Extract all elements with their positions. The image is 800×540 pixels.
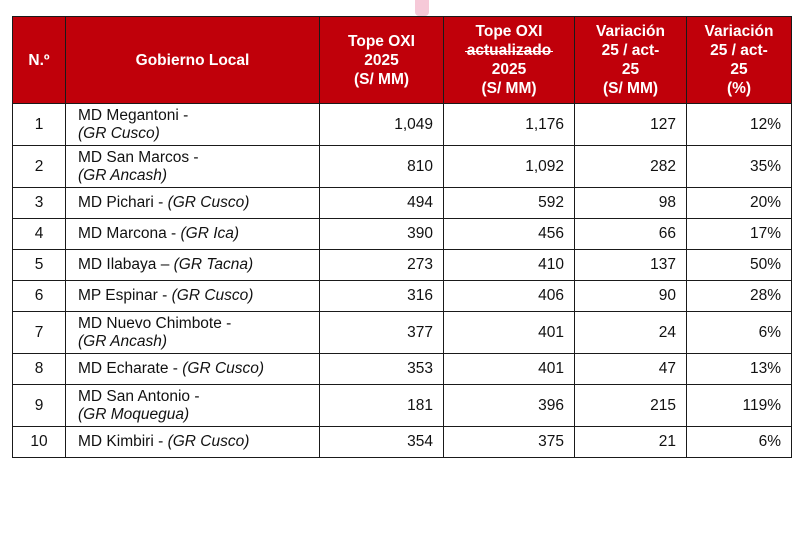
var-pct-value: 28% xyxy=(687,281,792,312)
header-tope-l3: (S/ MM) xyxy=(353,70,410,88)
table-row xyxy=(13,219,792,250)
header-var-mm-l4: (S/ MM) xyxy=(602,80,659,97)
row-number: 4 xyxy=(13,219,66,250)
tope-act-value: 375 xyxy=(444,427,575,458)
tope-act-value: 396 xyxy=(444,385,575,427)
var-mm-value: 137 xyxy=(575,250,687,281)
row-number: 7 xyxy=(13,312,66,354)
var-pct-value: 20% xyxy=(687,188,792,219)
name-text: MD Ilabaya – xyxy=(78,256,174,273)
tope-act-value: 401 xyxy=(444,354,575,385)
name-text: MD Pichari - xyxy=(78,194,168,211)
table-row xyxy=(13,146,792,188)
var-pct-value: 17% xyxy=(687,219,792,250)
table-row xyxy=(13,312,792,354)
tope-act-value: 406 xyxy=(444,281,575,312)
header-var-pct-l2: 25 / act- xyxy=(710,42,768,59)
var-pct-value: 13% xyxy=(687,354,792,385)
header-num: N.º xyxy=(13,17,66,104)
var-mm-value: 90 xyxy=(575,281,687,312)
header-var-pct xyxy=(687,17,792,104)
header-var-pct-l1: Variación xyxy=(704,23,774,40)
var-mm-value: 66 xyxy=(575,219,687,250)
region-text: (GR Moquegua) xyxy=(78,405,190,423)
region-text: (GR Cusco) xyxy=(182,360,265,377)
region-text: (GR Cusco) xyxy=(167,194,250,211)
region-text: (GR Cusco) xyxy=(78,124,160,142)
table-row xyxy=(13,104,792,146)
header-tope-l1: Tope OXI xyxy=(348,32,415,50)
region-text: (GR Ancash) xyxy=(78,332,168,350)
name-text: MD Nuevo Chimbote - xyxy=(78,314,232,332)
var-mm-value: 215 xyxy=(575,385,687,427)
header-var-pct-l3: 25 xyxy=(730,61,748,78)
table-row xyxy=(13,188,792,219)
var-mm-value: 127 xyxy=(575,104,687,146)
name-text: MD San Marcos - xyxy=(78,148,199,166)
row-number: 8 xyxy=(13,354,66,385)
var-pct-value: 50% xyxy=(687,250,792,281)
region-text: (GR Cusco) xyxy=(167,433,250,450)
region-text: (GR Tacna) xyxy=(173,256,254,273)
row-number: 3 xyxy=(13,188,66,219)
var-pct-value: 12% xyxy=(687,104,792,146)
local-government-name xyxy=(66,312,320,354)
tope-value: 810 xyxy=(320,146,444,188)
header-var-mm-l1: Variación xyxy=(596,23,665,40)
local-government-name xyxy=(66,250,320,281)
local-government-name xyxy=(66,104,320,146)
name-text: MD Megantoni - xyxy=(78,106,189,124)
header-local: Gobierno Local xyxy=(66,17,320,104)
header-tope-act-l4: (S/ MM) xyxy=(481,80,537,97)
row-number: 1 xyxy=(13,104,66,146)
pink-tab-marker xyxy=(415,0,429,16)
var-pct-value: 6% xyxy=(687,312,792,354)
region-text: (GR Cusco) xyxy=(171,287,254,304)
local-government-name xyxy=(66,146,320,188)
tope-value: 377 xyxy=(320,312,444,354)
header-tope-act-l1: Tope OXI xyxy=(475,23,543,40)
row-number: 2 xyxy=(13,146,66,188)
local-government-name xyxy=(66,188,320,219)
var-mm-value: 282 xyxy=(575,146,687,188)
var-mm-value: 47 xyxy=(575,354,687,385)
oxi-table xyxy=(12,16,792,458)
name-text: MD Echarate - xyxy=(78,360,183,377)
name-text: MD San Antonio - xyxy=(78,387,200,405)
row-number: 6 xyxy=(13,281,66,312)
tope-value: 316 xyxy=(320,281,444,312)
region-text: (GR Ica) xyxy=(180,225,240,242)
header-var-mm-l3: 25 xyxy=(621,61,640,78)
header-var-mm-l2: 25 / act- xyxy=(601,42,660,59)
header-var-mm xyxy=(575,17,687,104)
var-pct-value: 35% xyxy=(687,146,792,188)
row-number: 9 xyxy=(13,385,66,427)
header-tope-l2: 2025 xyxy=(364,51,399,69)
tope-act-value: 592 xyxy=(444,188,575,219)
table-row xyxy=(13,354,792,385)
tope-act-value: 1,176 xyxy=(444,104,575,146)
tope-value: 354 xyxy=(320,427,444,458)
tope-value: 273 xyxy=(320,250,444,281)
tope-value: 390 xyxy=(320,219,444,250)
tope-value: 353 xyxy=(320,354,444,385)
tope-value: 1,049 xyxy=(320,104,444,146)
local-government-name xyxy=(66,219,320,250)
local-government-name xyxy=(66,354,320,385)
header-row xyxy=(13,17,792,104)
var-mm-value: 98 xyxy=(575,188,687,219)
name-text: MD Marcona - xyxy=(78,225,181,242)
table-row xyxy=(13,281,792,312)
local-government-name xyxy=(66,281,320,312)
tope-act-value: 456 xyxy=(444,219,575,250)
header-tope-act-l2: actualizado xyxy=(466,42,552,59)
header-var-pct-l4: (%) xyxy=(726,80,752,97)
region-text: (GR Ancash) xyxy=(78,166,168,184)
var-mm-value: 24 xyxy=(575,312,687,354)
header-tope-act-l3: 2025 xyxy=(491,61,527,78)
header-tope-act xyxy=(444,17,575,104)
tope-act-value: 401 xyxy=(444,312,575,354)
name-text: MP Espinar - xyxy=(78,287,172,304)
tope-act-value: 1,092 xyxy=(444,146,575,188)
local-government-name xyxy=(66,385,320,427)
local-government-name xyxy=(66,427,320,458)
var-mm-value: 21 xyxy=(575,427,687,458)
tope-value: 494 xyxy=(320,188,444,219)
table-row xyxy=(13,250,792,281)
row-number: 10 xyxy=(13,427,66,458)
header-tope xyxy=(320,17,444,104)
tope-act-value: 410 xyxy=(444,250,575,281)
name-text: MD Kimbiri - xyxy=(78,433,168,450)
table-row xyxy=(13,427,792,458)
var-pct-value: 119% xyxy=(687,385,792,427)
row-number: 5 xyxy=(13,250,66,281)
table-row xyxy=(13,385,792,427)
tope-value: 181 xyxy=(320,385,444,427)
var-pct-value: 6% xyxy=(687,427,792,458)
